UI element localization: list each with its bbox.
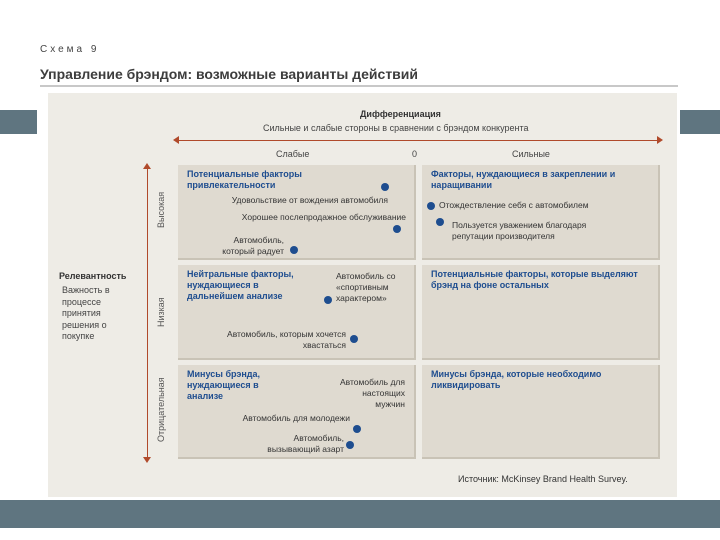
scheme-label: Схема 9 <box>40 44 100 55</box>
bottom-band <box>0 500 720 528</box>
x-axis-title: Дифференциация <box>360 109 441 119</box>
cell-title: Минусы брэнда, нуждающиеся в анализе <box>187 369 261 401</box>
cell-title: Потенциальные факторы привлекательности <box>187 169 302 190</box>
factor-label: Автомобиль для молодежи <box>242 413 350 423</box>
cell-negative-strong <box>422 365 660 459</box>
marker-dot <box>290 246 298 254</box>
factor-label: Автомобиль для настоящих мужчин <box>340 377 405 409</box>
marker-dot <box>436 218 444 226</box>
cell-title: Потенциальные факторы, которые выделяют брэнд на фоне остальных <box>431 269 638 290</box>
cell-high-strong <box>422 165 660 260</box>
y-axis-subtitle: Важность в процессе принятия решения о покупке <box>62 285 110 341</box>
arrow-down-icon <box>143 457 151 463</box>
x-axis-subtitle: Сильные и слабые стороны в сравнении с брэндом конкурента <box>263 123 529 133</box>
cell-low-strong <box>422 265 660 360</box>
y-high-label: Высокая <box>156 191 166 228</box>
marker-dot <box>353 425 361 433</box>
title-divider <box>40 85 678 87</box>
factor-label: Отождествление себя с автомобилем <box>439 200 589 210</box>
x-axis-arrow <box>177 140 659 141</box>
cell-title: Факторы, нуждающиеся в закреплении и наращивании <box>431 169 616 190</box>
marker-dot <box>393 225 401 233</box>
x-zero-label: 0 <box>412 149 418 159</box>
factor-label: Автомобиль со «спортивным характером» <box>336 271 396 303</box>
factor-label: Пользуется уважением благодаря репутации производителя <box>452 220 587 241</box>
cell-high-weak <box>178 165 416 260</box>
y-low-label: Низкая <box>156 297 166 327</box>
factor-label: Автомобиль, который радует <box>222 235 284 256</box>
cell-negative-weak <box>178 365 416 459</box>
arrow-left-icon <box>173 136 179 144</box>
factor-label: Автомобиль, которым хочется хвастаться <box>227 329 346 350</box>
arrow-up-icon <box>143 163 151 169</box>
cell-title: Нейтральные факторы, нуждающиеся в дальнейшем анализе <box>187 269 294 301</box>
y-axis-arrow <box>147 168 148 458</box>
marker-dot <box>324 296 332 304</box>
figure-title: Управление брэндом: возможные варианты действий <box>40 66 418 82</box>
y-negative-label: Отрицательная <box>156 377 166 442</box>
marker-dot <box>381 183 389 191</box>
x-strong-label: Сильные <box>512 149 550 159</box>
marker-dot <box>427 202 435 210</box>
x-weak-label: Слабые <box>276 149 310 159</box>
marker-dot <box>350 335 358 343</box>
marker-dot <box>346 441 354 449</box>
factor-label: Хорошее послепродажное обслуживание <box>241 212 406 222</box>
cell-low-weak <box>178 265 416 360</box>
factor-label: Удовольствие от вождения автомобиля <box>231 195 388 205</box>
arrow-right-icon <box>657 136 663 144</box>
source-note: Источник: McKinsey Brand Health Survey. <box>458 474 628 484</box>
y-axis-title: Релевантность <box>59 271 127 281</box>
factor-label: Автомобиль, вызывающий азарт <box>267 433 344 454</box>
cell-title: Минусы брэнда, которые необходимо ликвидировать <box>431 369 602 390</box>
